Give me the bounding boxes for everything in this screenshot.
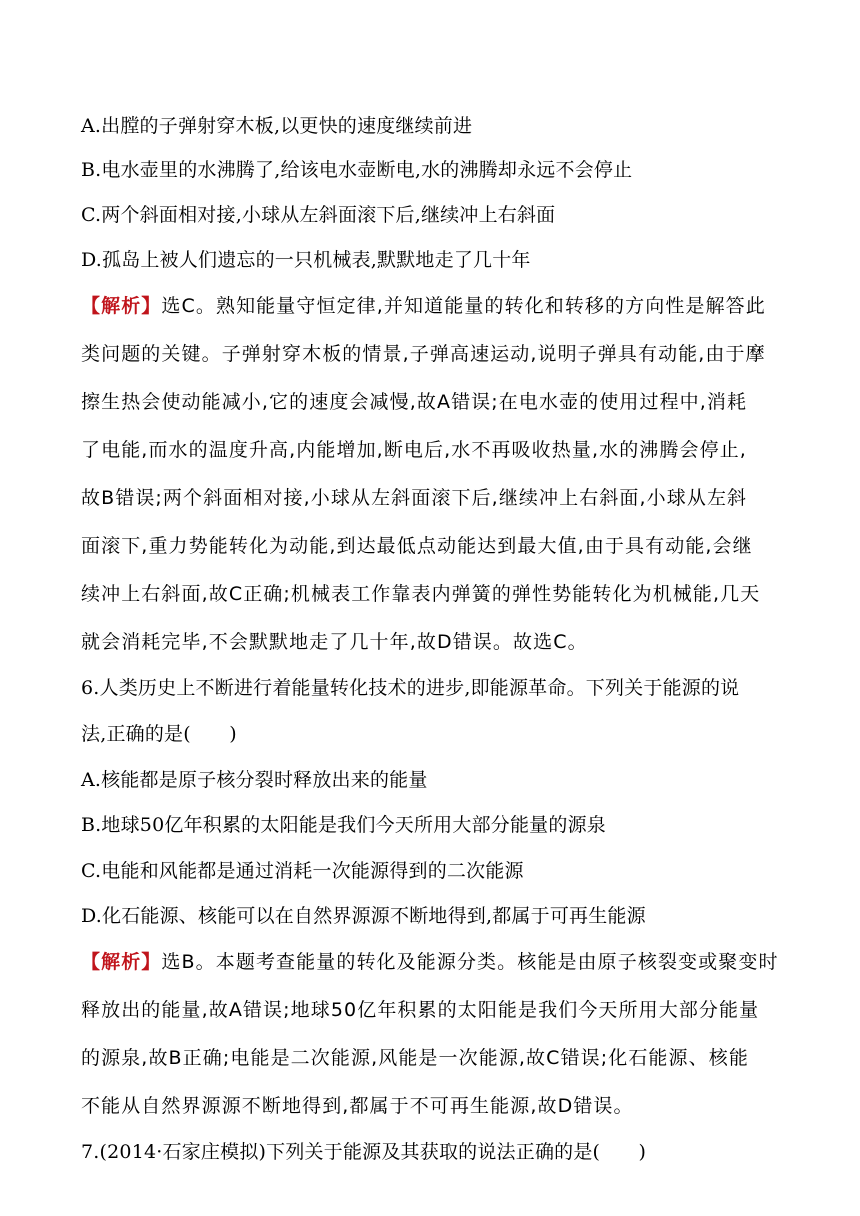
q5-option-d: D.孤岛上被人们遗忘的一只机械表,默默地走了几十年 xyxy=(81,249,531,271)
q5-analysis-text: 选C。熟知能量守恒定律,并知道能量的转化和转移的方向性是解答此 xyxy=(161,295,766,317)
q5-analysis-line-5: 故B错误;两个斜面相对接,小球从左斜面滚下后,继续冲上右斜面,小球从左斜 xyxy=(81,487,748,509)
q5-option-a: A.出膛的子弹射穿木板,以更快的速度继续前进 xyxy=(81,115,473,137)
q7-stem: 7.(2014·石家庄模拟)下列关于能源及其获取的说法正确的是( ) xyxy=(81,1141,647,1163)
q6-analysis-line-3: 的源泉,故B正确;电能是二次能源,风能是一次能源,故C错误;化石能源、核能 xyxy=(81,1047,749,1069)
q5-analysis-line-2: 类问题的关键。子弹射穿木板的情景,子弹高速运动,说明子弹具有动能,由于摩 xyxy=(81,343,766,365)
q6-stem-line-1: 6.人类历史上不断进行着能量转化技术的进步,即能源革命。下列关于能源的说 xyxy=(81,677,740,699)
q6-option-d: D.化石能源、核能可以在自然界源源不断地得到,都属于可再生能源 xyxy=(81,905,646,927)
q5-option-b: B.电水壶里的水沸腾了,给该电水壶断电,水的沸腾却永远不会停止 xyxy=(81,159,633,181)
q6-option-c: C.电能和风能都是通过消耗一次能源得到的二次能源 xyxy=(81,860,524,882)
q5-analysis-line-7: 续冲上右斜面,故C正确;机械表工作靠表内弹簧的弹性势能转化为机械能,几天 xyxy=(81,583,761,605)
q5-analysis-line-1 xyxy=(81,294,766,318)
q5-analysis-line-3: 擦生热会使动能减小,它的速度会减慢,故A错误;在电水壶的使用过程中,消耗 xyxy=(81,391,748,413)
q5-analysis-line-4: 了电能,而水的温度升高,内能增加,断电后,水不再吸收热量,水的沸腾会停止, xyxy=(81,439,747,461)
q5-analysis-line-8: 就会消耗完毕,不会默默地走了几十年,故D错误。故选C。 xyxy=(81,631,588,653)
q6-stem-line-2: 法,正确的是( ) xyxy=(81,723,237,745)
q6-analysis-line-4: 不能从自然界源源不断地得到,都属于不可再生能源,故D错误。 xyxy=(81,1095,634,1117)
q6-analysis-line-2: 释放出的能量,故A错误;地球50亿年积累的太阳能是我们今天所用大部分能量 xyxy=(81,999,760,1021)
q6-analysis-tag: 【解析】 xyxy=(81,951,162,973)
q5-analysis-tag: 【解析】 xyxy=(81,295,162,317)
q6-analysis-line-1 xyxy=(81,950,779,974)
q5-analysis-line-6: 面滚下,重力势能转化为动能,到达最低点动能达到最大值,由于具有动能,会继 xyxy=(81,535,753,557)
q5-option-c: C.两个斜面相对接,小球从左斜面滚下后,继续冲上右斜面 xyxy=(81,204,556,226)
q6-option-b: B.地球50亿年积累的太阳能是我们今天所用大部分能量的源泉 xyxy=(81,814,606,836)
q6-option-a: A.核能都是原子核分裂时释放出来的能量 xyxy=(81,769,428,791)
q6-analysis-text: 选B。本题考查能量的转化及能源分类。核能是由原子核裂变或聚变时 xyxy=(161,951,779,973)
